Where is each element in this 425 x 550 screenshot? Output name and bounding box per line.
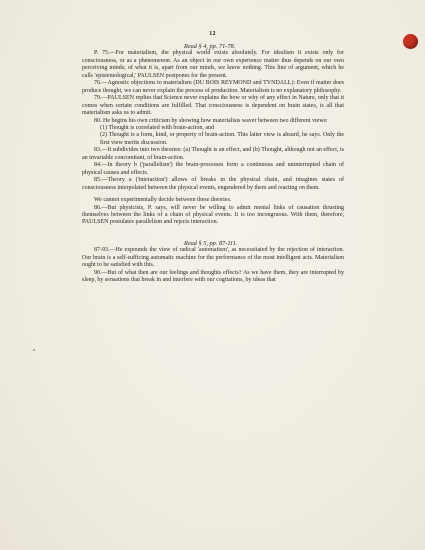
paragraph: 83.—It subdivides into two theories: (a) Thought is an effect, and (b) Thought, although not an effect, is an invariable concomitant, of brain-action. (82, 147, 344, 161)
paragraph: 84.—In theory b ('parallelism') the brain-processes form a continuous and uninterrupted chain of physical causes and effects. (82, 162, 344, 176)
section-heading: Read § 4, pp. 71-78. (184, 43, 236, 50)
list-item: (2) Thought is a form, kind, or property of brain-action. This latter view is absurd, he says. Only the first view merits discussion. (100, 132, 344, 146)
paragraph: 79.—PAULSEN replies that Science never explains the how or why of any effect in Nature, only that it comes when certain conditions are fulfilled. That consciousness is dependent on brain states, is all that materialism asks us to admit. (82, 95, 344, 117)
paragraph: 86.—But physicists, P. says, will never be willing to admit mental links of causation thrusting themselves between the links of a chain of physical events. It is too incongruous. With them, therefore, PAULSEN postulates parallelism and rejects interaction. (82, 204, 344, 226)
paragraph: 80. He begins his own criticism by showing how materialists waver between two different views: (94, 117, 328, 124)
list-item: (1) Thought is correlated with brain-action, and (100, 124, 215, 131)
section-heading: Read § 5, pp. 87-111. (184, 239, 238, 247)
paragraph: We cannot experimentally decide between these theories. (94, 197, 232, 204)
paper-speck (33, 349, 35, 351)
page-number: 12 (209, 31, 216, 37)
body-text (82, 43, 344, 285)
paragraph: 87-93.—He expounds the view of radical 'automatism', as necessitated by the rejection of interaction. Our brain is a self-sufficing automatic machine for the performance of the most intelligent acts. Materialism ought to be satisfied with this. (82, 247, 344, 269)
paragraph: P. 75.—For materialism, the physical world exists absolutely. For idealism it exists only for consciousness, or as a phenomenon. As an object in our own experience matter thus depends on our own perceiving minds; of what it is, apart from our minds, we know nothing. This line of argument, which he calls 'epistemological,' PAULSEN postpones for the present. (82, 50, 344, 79)
paragraph: 85.—Theory a ('interaction') allows of breaks in the physical chain, and imagines states of consciousness interpolated between the physical events, engendered by them and reacting on them. (82, 177, 344, 191)
paragraph: 76.—Agnostic objections to materialism (DU BOIS REYMOND and TYNDALL): Even if matter does produce thought, we can never explain the process of production. Materialism is no explanatory philosophy. (82, 80, 344, 94)
paragraph: 90.—But of what then are our feelings and thoughts effects? As we have them, they are interrupted by sleep, by sensations that break in and interfere with our cogitations, by ideas that (82, 269, 344, 284)
